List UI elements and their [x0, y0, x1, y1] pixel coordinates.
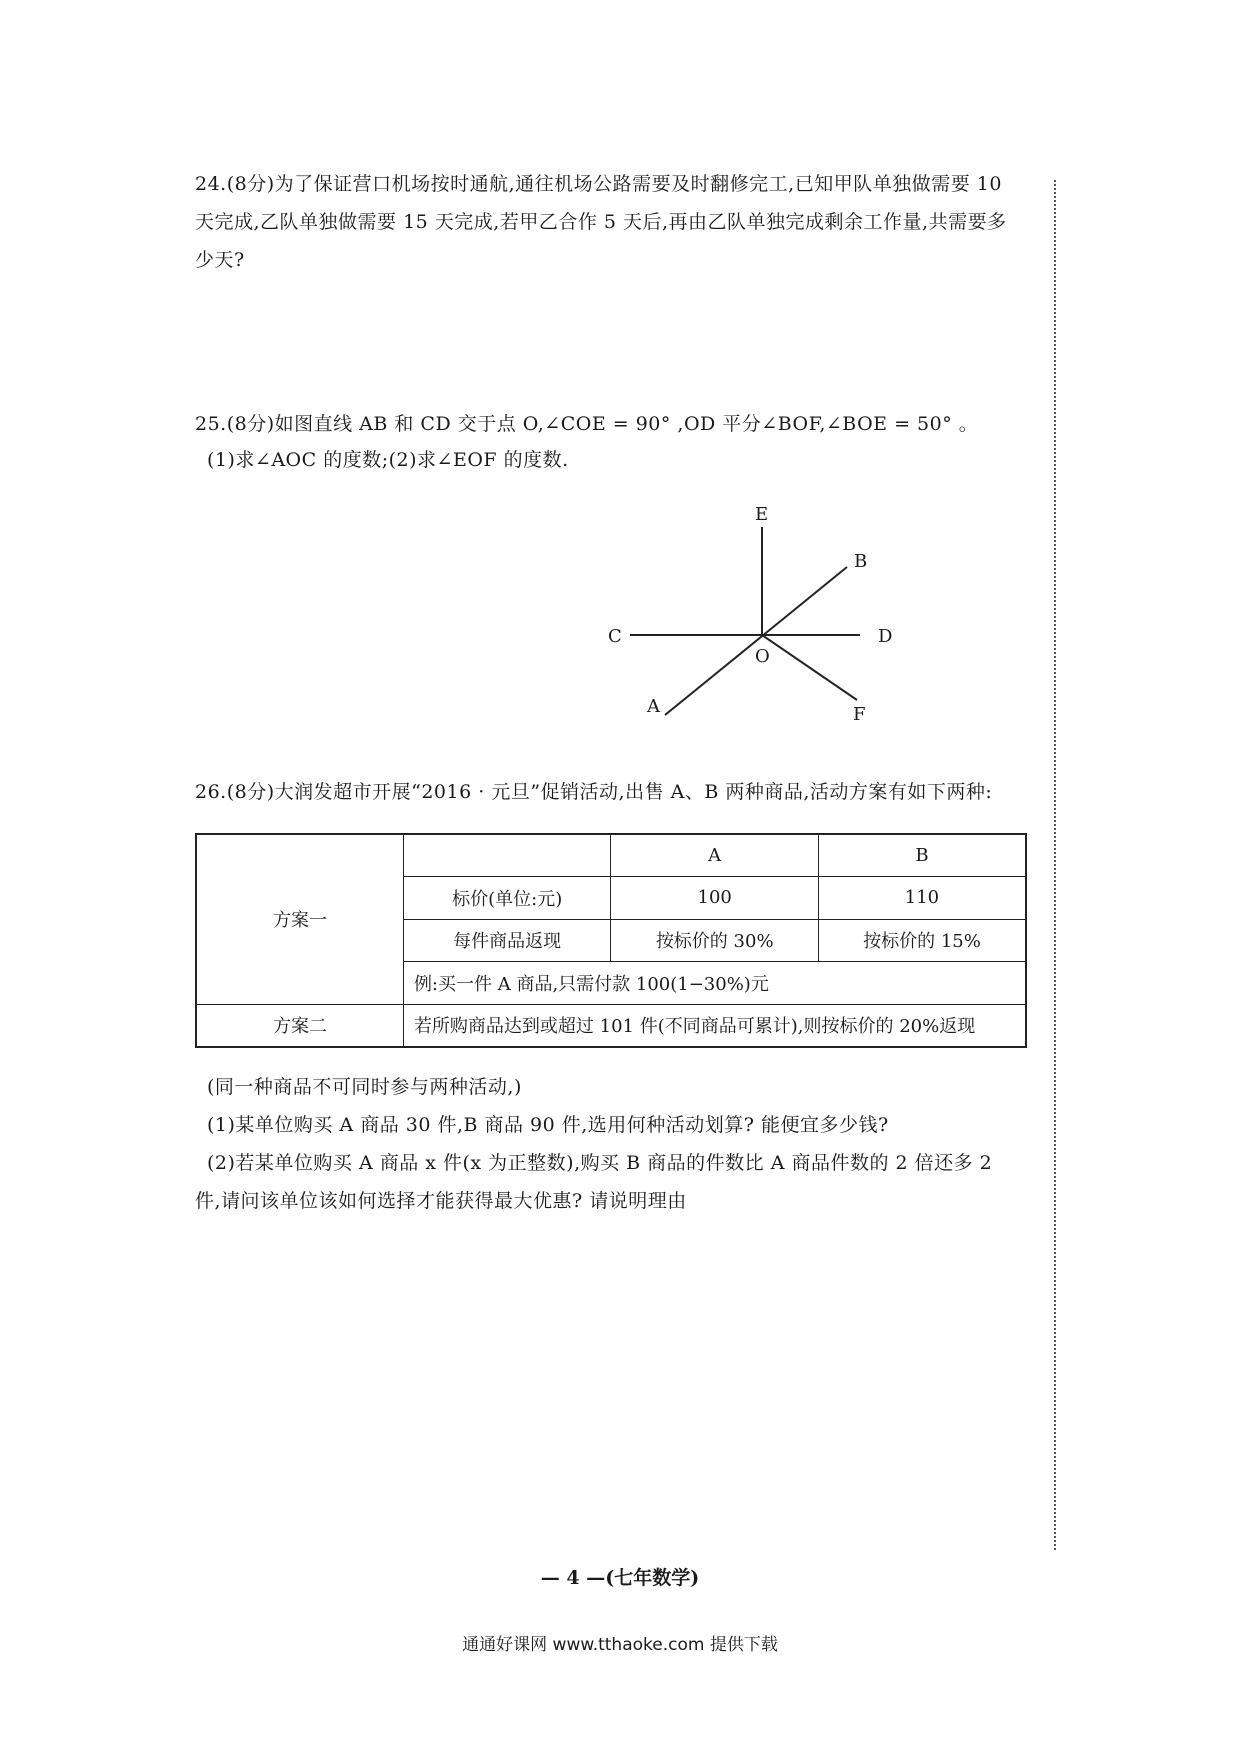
plan1-label: 方案一	[196, 834, 403, 1004]
q24-line-3: 少天?	[195, 249, 245, 271]
line-ab	[665, 567, 847, 715]
price-b: 110	[818, 877, 1026, 920]
q24-line-1: 24.(8分)为了保证营口机场按时通航,通往机场公路需要及时翻修完工,已知甲队单独做需要 10	[195, 173, 1002, 195]
promotion-table	[195, 833, 1027, 1048]
label-b: B	[854, 551, 868, 572]
label-d: D	[878, 626, 893, 647]
label-c: C	[608, 626, 622, 647]
plan2-label: 方案二	[196, 1004, 403, 1047]
price-a: 100	[611, 877, 819, 920]
cashback-row-label: 每件商品返现	[403, 919, 610, 962]
label-f: F	[853, 704, 866, 725]
page-number: — 4 —(七年数学)	[540, 1567, 700, 1589]
q26-part-2-line-2: 件,请问该单位该如何选择才能获得最大优惠? 请说明理由	[195, 1190, 687, 1212]
geometry-figure	[600, 490, 920, 730]
q26-line-1: 26.(8分)大润发超市开展“2016 · 元旦”促销活动,出售 A、B 两种商品,活动方案有如下两种:	[195, 781, 993, 803]
plan1-example: 例:买一件 A 商品,只需付款 100(1−30%)元	[403, 962, 1026, 1005]
cashback-b: 按标价的 15%	[818, 919, 1026, 962]
footer-credit: 通通好课网 www.tthaoke.com 提供下载	[462, 1635, 778, 1655]
label-a: A	[647, 696, 660, 717]
col-header-b: B	[818, 834, 1026, 877]
q25-line-1: 25.(8分)如图直线 AB 和 CD 交于点 O,∠COE = 90° ,OD 平分∠BOF,∠BOE = 50° 。	[195, 413, 979, 435]
binding-cut-line	[1054, 180, 1056, 1550]
q26-note: (同一种商品不可同时参与两种活动,)	[207, 1076, 522, 1098]
q26-part-2-line-1: (2)若某单位购买 A 商品 x 件(x 为正整数),购买 B 商品的件数比 A 商品件数的 2 倍还多 2	[207, 1152, 993, 1174]
plan2-description: 若所购商品达到或超过 101 件(不同商品可累计),则按标价的 20%返现	[403, 1004, 1026, 1047]
geometry-figure-svg	[600, 490, 920, 730]
col-header-a: A	[611, 834, 819, 877]
label-o: O	[755, 646, 770, 667]
label-e: E	[755, 504, 769, 525]
cashback-a: 按标价的 30%	[611, 919, 819, 962]
q26-part-1: (1)某单位购买 A 商品 30 件,B 商品 90 件,选用何种活动划算? 能便宜多少钱?	[207, 1114, 889, 1136]
q24-line-2: 天完成,乙队单独做需要 15 天完成,若甲乙合作 5 天后,再由乙队单独完成剩余工作量,共需要多	[195, 211, 1007, 233]
header-empty-cell	[403, 834, 610, 877]
price-row-label: 标价(单位:元)	[403, 877, 610, 920]
q25-line-2: (1)求∠AOC 的度数;(2)求∠EOF 的度数.	[207, 449, 569, 471]
ray-of	[762, 635, 857, 700]
